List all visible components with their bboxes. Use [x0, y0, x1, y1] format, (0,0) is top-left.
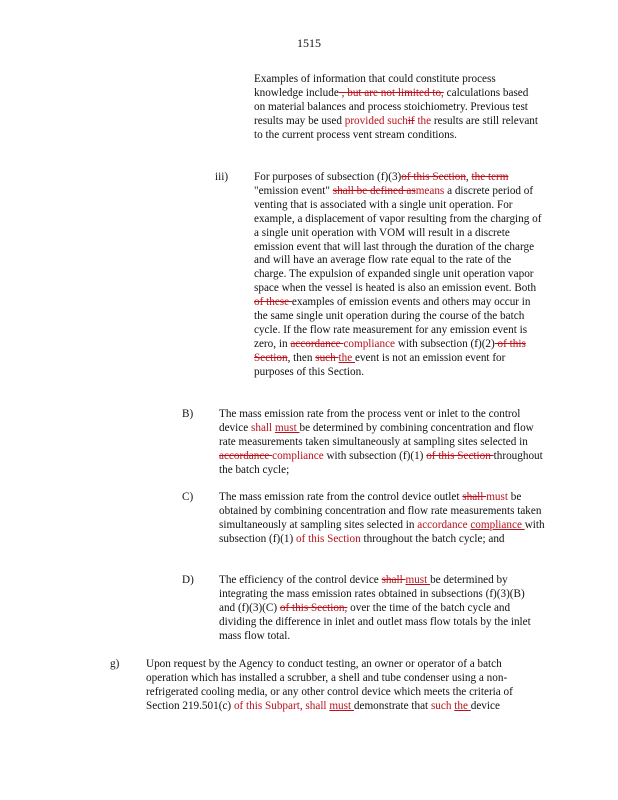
text-run: event is not an emission event for purposes of this Section. [254, 351, 506, 378]
inserted-text: compliance [272, 449, 324, 462]
text-run: a discrete period of venting that is associated with a single unit operation. For example, a displacement of vapor resulting from the charging of a single unit operation with VOM will result in a discrete emission event that will last through the duration of the charge and will have an average flow rate equal to the rate of the charge. The expulsion of expanded single unit operation vapor space when the vessel is heated is also an emission event. Both [254, 184, 542, 295]
text-run: device [470, 699, 500, 712]
text-run: over the time of the batch cycle and dividing the difference in inlet and outlet mass flow totals by the inlet mass flow total. [219, 601, 531, 642]
text-run: "emission event" [254, 184, 333, 197]
item-marker-c: C) [182, 491, 194, 503]
deleted-text: of this Section [401, 171, 466, 183]
text-run: examples of emission events and others may occur in the same single unit operation during the course of the batch cycle. If the flow rate measurement for any emission event is zero, in [254, 296, 531, 350]
paragraph-text [254, 73, 540, 143]
text-run: For purposes of subsection (f)(3) [254, 171, 402, 183]
inserted-text: of this Section [296, 532, 361, 545]
inserted-text: means [415, 184, 445, 197]
inserted-text: the [454, 699, 471, 712]
item-c-outlet-mass-emission [219, 491, 549, 547]
text-run: be determined by combining concentration and flow rate measurements taken simultaneously at sampling sites selected in [219, 421, 534, 448]
item-marker-b: B) [182, 408, 194, 420]
item-marker-iii: iii) [215, 171, 229, 183]
inserted-text: such [430, 699, 455, 712]
deleted-text: of these [254, 296, 292, 309]
text-run: The mass emission rate from the control device outlet [219, 491, 463, 503]
text-run: be obtained by combining concentration and flow rate measurements taken simultaneously at sampling sites selected in [219, 491, 542, 531]
inserted-text: must [329, 699, 354, 712]
text-run: with subsection (f)(1) [323, 449, 427, 462]
deleted-text: if [407, 114, 415, 127]
deleted-text: such [315, 351, 339, 364]
item-b-inlet-mass-emission [219, 408, 549, 478]
deleted-text: shall be defined as [332, 184, 416, 197]
text-run: with subsection (f)(2) [395, 337, 495, 350]
item-d-control-efficiency [219, 574, 539, 644]
deleted-text: of this Section, [279, 601, 348, 614]
deleted-text: accordance [219, 449, 273, 462]
inserted-text: the [414, 114, 432, 127]
deleted-text: the term [471, 171, 509, 183]
text-run: demonstrate that [353, 699, 431, 712]
text-run: Upon request by the Agency to conduct testing, an owner or operator of a batch operation which has installed a scrubber, a shell and tube condenser using a non-refrigerated cooling media, or any other control device which meets the criteria of Section 219.501(c) [146, 658, 513, 712]
item-marker-d: D) [182, 574, 194, 586]
page-number: 1515 [297, 36, 321, 50]
deleted-text: , but are not limited to, [338, 86, 444, 99]
inserted-text: shall [251, 421, 275, 434]
item-d-text [219, 574, 539, 644]
deleted-text: shall [381, 574, 406, 586]
text-run: with subsection (f)(1) [219, 518, 545, 545]
text-run: throughout the batch cycle; [219, 449, 543, 476]
deleted-text: shall [462, 491, 487, 503]
text-run: calculations based on material balances and process stoichiometry. Previous test results may be used [254, 86, 529, 127]
text-run: The mass emission rate from the process vent or inlet to the control device [219, 408, 521, 434]
text-run: throughout the batch cycle; and [360, 532, 505, 545]
inserted-text: compliance [343, 337, 396, 350]
item-iii-emission-event [254, 171, 544, 380]
text-run: be determined by integrating the mass emission rates obtained in subsections (f)(3)(B) and (f)(3)(C) [219, 574, 525, 614]
item-iii-text [254, 171, 544, 380]
deleted-text: of this Section [254, 337, 526, 364]
text-run: The efficiency of the control device [219, 574, 382, 586]
process-knowledge-paragraph [254, 73, 540, 143]
deleted-text: of this Section [426, 449, 494, 462]
inserted-text: must [405, 574, 431, 586]
item-b-text [219, 408, 549, 478]
text-run: results are still relevant to the current process vent stream conditions. [254, 114, 538, 141]
item-g-agency-testing [146, 658, 546, 714]
text-run: , [465, 171, 472, 183]
inserted-text: accordance [417, 518, 471, 531]
inserted-text: compliance [470, 518, 525, 531]
deleted-text: accordance [290, 337, 344, 350]
text-run: Examples of information that could constitute process knowledge include [254, 73, 496, 99]
item-g-text [146, 658, 546, 714]
inserted-text: of this Subpart, shall [233, 699, 330, 712]
item-c-text [219, 491, 549, 547]
inserted-text: must [486, 491, 508, 503]
inserted-text: provided such [344, 114, 408, 127]
inserted-text: must [274, 421, 300, 434]
inserted-text: the [338, 351, 355, 364]
text-run: , then [287, 351, 316, 364]
item-marker-g: g) [110, 658, 120, 670]
